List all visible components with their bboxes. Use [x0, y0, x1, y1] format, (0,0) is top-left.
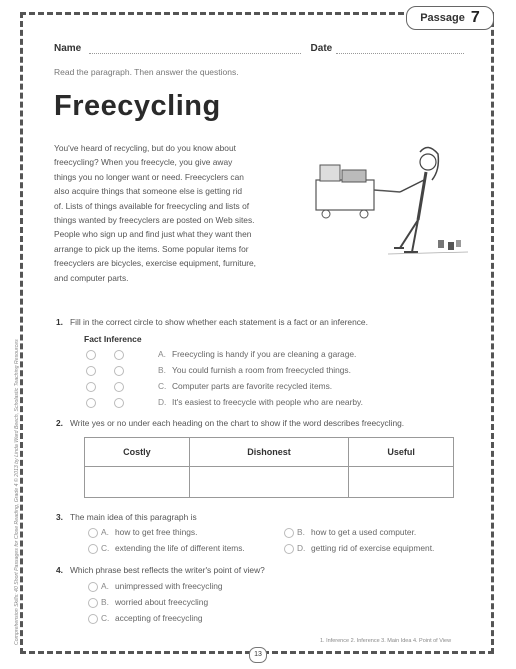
- fact-inference-header: Fact Inference: [84, 334, 142, 344]
- question-4: [56, 565, 265, 575]
- name-date-row: [54, 43, 464, 54]
- q4-option-a[interactable]: [88, 581, 223, 592]
- reading-paragraph: [54, 141, 302, 285]
- chart-header-useful: Useful: [349, 438, 454, 467]
- option-letter: B.: [297, 527, 305, 537]
- date-label: Date: [310, 43, 333, 54]
- paragraph-line: of. Lists of things available for freecycling and lists of: [54, 200, 250, 211]
- paragraph-line: freecycling? When you freecycle, you give away: [54, 157, 233, 168]
- paragraph-line: things you no longer want or need. Freecyclers can: [54, 171, 244, 182]
- word-chart: [84, 437, 454, 498]
- question-number: 3.: [56, 512, 63, 522]
- paragraph-line: freecyclers are bicycles, exercise equipment, furniture,: [54, 258, 257, 269]
- q3-option-b[interactable]: [284, 527, 416, 538]
- chart-header-costly: Costly: [85, 438, 190, 467]
- page-number: 13: [249, 647, 267, 663]
- fact-circle[interactable]: [86, 350, 96, 360]
- option-letter: D.: [158, 397, 167, 407]
- chart-cell-costly[interactable]: [85, 467, 190, 498]
- q1-option-a: [158, 349, 356, 359]
- passage-badge: [406, 6, 494, 30]
- answer-circles: [86, 398, 124, 408]
- answer-circles: [86, 382, 124, 392]
- passage-number: 7: [470, 9, 480, 26]
- question-number: 2.: [56, 418, 63, 428]
- paragraph-line: also acquire things that someone else is getting rid: [54, 186, 243, 197]
- option-text: unimpressed with freecycling: [115, 581, 223, 591]
- answer-circle[interactable]: [88, 528, 98, 538]
- answer-circles: [86, 350, 124, 360]
- q1-option-d: [158, 397, 363, 407]
- option-text: It's easiest to freecycle with people who are nearby.: [172, 397, 363, 407]
- chart-header-dishonest: Dishonest: [189, 438, 349, 467]
- option-letter: B.: [101, 597, 109, 607]
- fact-circle[interactable]: [86, 366, 96, 376]
- inference-circle[interactable]: [114, 382, 124, 392]
- answer-circle[interactable]: [284, 544, 294, 554]
- instructions: Read the paragraph. Then answer the questions.: [54, 67, 239, 77]
- option-letter: A.: [101, 527, 109, 537]
- option-letter: A.: [158, 349, 166, 359]
- copyright-credit: Comprehension Skills: 40 Short Passages for Close Reading, Grade 4 © 2013 by Linda Ward Beech, Scholastic Teaching Resources: [14, 339, 20, 645]
- question-number: 1.: [56, 317, 63, 327]
- question-1: [56, 317, 368, 327]
- paragraph-line: things wanted by freecyclers are posted on Web sites.: [54, 215, 255, 226]
- date-field[interactable]: [336, 43, 464, 54]
- option-text: getting rid of exercise equipment.: [311, 543, 435, 553]
- passage-label: Passage: [420, 12, 465, 24]
- freecycling-illustration: [308, 140, 478, 290]
- option-letter: C.: [101, 613, 110, 623]
- inference-circle[interactable]: [114, 398, 124, 408]
- option-text: extending the life of different items.: [115, 543, 245, 553]
- chart-cell-dishonest[interactable]: [189, 467, 349, 498]
- q3-option-a[interactable]: [88, 527, 197, 538]
- fact-circle[interactable]: [86, 398, 96, 408]
- fact-circle[interactable]: [86, 382, 96, 392]
- name-label: Name: [54, 43, 82, 54]
- paragraph-line: and computer parts.: [54, 272, 129, 283]
- q3-option-c[interactable]: [88, 543, 245, 554]
- name-field[interactable]: [89, 43, 300, 54]
- answer-circles: [86, 366, 124, 376]
- answer-circle[interactable]: [88, 544, 98, 554]
- option-text: how to get free things.: [115, 527, 198, 537]
- page-title: Freecycling: [54, 90, 221, 122]
- inference-circle[interactable]: [114, 350, 124, 360]
- paragraph-line: You've heard of recycling, but do you know about: [54, 143, 236, 153]
- paragraph-line: People who sign up and find just what they want then: [54, 229, 252, 240]
- option-letter: C.: [158, 381, 167, 391]
- answer-circle[interactable]: [88, 598, 98, 608]
- option-text: worried about freecycling: [115, 597, 209, 607]
- chart-cell-useful[interactable]: [349, 467, 454, 498]
- question-prompt: Write yes or no under each heading on the chart to show if the word describes freecycling.: [70, 418, 405, 428]
- paragraph-line: arrange to pick up the items. Some popular items for: [54, 243, 249, 254]
- q4-option-c[interactable]: [88, 613, 203, 624]
- answer-key-footer: 1. Inference 2. Inference 3. Main Idea 4. Point of View: [320, 638, 452, 644]
- question-3: [56, 512, 197, 522]
- q4-option-b[interactable]: [88, 597, 208, 608]
- answer-circle[interactable]: [284, 528, 294, 538]
- option-text: accepting of freecycling: [115, 613, 203, 623]
- q1-option-b: [158, 365, 351, 375]
- option-text: how to get a used computer.: [311, 527, 417, 537]
- option-text: You could furnish a room from freecycled things.: [172, 365, 351, 375]
- option-letter: B.: [158, 365, 166, 375]
- q3-option-d[interactable]: [284, 543, 434, 554]
- inference-circle[interactable]: [114, 366, 124, 376]
- option-text: Freecycling is handy if you are cleaning a garage.: [172, 349, 357, 359]
- option-text: Computer parts are favorite recycled items.: [172, 381, 333, 391]
- question-prompt: The main idea of this paragraph is: [70, 512, 197, 522]
- question-2: [56, 418, 405, 428]
- option-letter: D.: [297, 543, 306, 553]
- question-prompt: Which phrase best reflects the writer's point of view?: [70, 565, 265, 575]
- question-prompt: Fill in the correct circle to show whether each statement is a fact or an inference.: [70, 317, 368, 327]
- answer-circle[interactable]: [88, 614, 98, 624]
- question-number: 4.: [56, 565, 63, 575]
- q1-option-c: [158, 381, 332, 391]
- option-letter: A.: [101, 581, 109, 591]
- answer-circle[interactable]: [88, 582, 98, 592]
- option-letter: C.: [101, 543, 110, 553]
